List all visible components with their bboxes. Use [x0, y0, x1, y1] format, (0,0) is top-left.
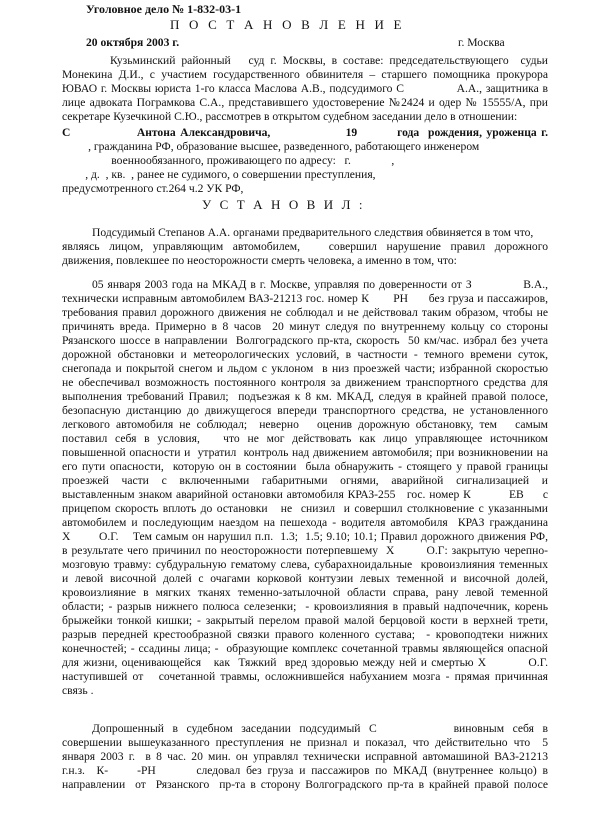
para-line: являясь лицом, управляющим автомобилем, совершил нарушение правил дорожного: [62, 240, 548, 253]
para-line: Подсудимый Степанов А.А. органами предварительного следствия обвиняется в том что,: [92, 226, 534, 239]
para-line: конечностей; - ссадины лица; - образующие комплекс сочетанной травмы являющейся опасной: [62, 642, 548, 655]
para-line: для жизни, оценивающейся как Тяжкий вред здоровью между ней и смертью Х О.Г.: [62, 656, 548, 669]
section-heading: У С Т А Н О В И Л :: [202, 197, 366, 212]
defendant-line: , гражданина РФ, образование высшее, разведенного, работающего инженером: [62, 140, 480, 153]
intro-line: лице адвоката Пограмкова С.А., представившего удостоверение №2424 и одер № 15555/А, при: [62, 96, 548, 109]
intro-line: Кузьминский районный суд г. Москвы, в составе: председательствующего судьи: [110, 54, 548, 67]
para-line: требования правил дорожного движения не соблюдал и не действовал таким образом, чтобы не: [62, 306, 548, 319]
para-line: направлении от Рязанского пр-та в сторону Волгоградского пр-та в крайней правой полосе: [62, 778, 548, 791]
defendant-line: , д. , кв. , ранее не судимого, о совершении преступления,: [62, 168, 376, 181]
para-line: совершении вышеуказанного преступления не признал и показал, что действительно что 5: [62, 736, 548, 749]
para-line: Х О.Г. Тем самым он нарушил п.п. 1.3; 1.5; 9.10; 10.1; Правил дорожного движения РФ,: [62, 530, 548, 543]
para-line: снегопада и покрытой снегом и льдом с уклоном в низ проезжей части; избранной скоростью: [62, 362, 548, 375]
para-line: г.н.з. К- -РН следовал без груза и пассажиров по МКАД (внутреннее кольцо) в: [62, 764, 548, 777]
para-line: выполнения требований Правил; подъезжая к 8 км. МКАД, следуя в крайней правой полосе,: [62, 390, 548, 403]
intro-line: Монекина Д.И., с участием государственного обвинителя – старшего помощника прокурора: [62, 68, 548, 81]
para-line: наступившей от сочетанной травмы, осложнившейся набуханием мозга - прямая причинная: [62, 670, 548, 683]
para-line: дорожной обстановки и метеорологических условий, в частности - темного времени суток,: [62, 348, 548, 361]
defendant-line: С Антона Александровича, 19 года рождения, уроженца г.: [62, 126, 548, 139]
para-line: Рязанского шоссе в направлении Волгоградского пр-кта, скорость 50 км/час. избрал без учета: [62, 334, 548, 347]
document-city: г. Москва: [458, 36, 505, 49]
document-title: П О С Т А Н О В Л Е Н И Е: [170, 17, 405, 32]
para-line: прицепом скорость вплоть до остановки не снизил и совершил столкновение с указанными: [62, 502, 548, 515]
para-line: области; - разрыв нижнего полюса селезенки; - кровоизлияния в правый надпочечник, корень: [62, 600, 548, 613]
para-line: безопасную дистанцию до движущегося впереди транспортного средства, не установленного: [62, 404, 548, 417]
para-line: его пути опасности, которую он в состоянии была обнаружить - стоящего у правой границы: [62, 460, 548, 473]
para-line: Допрошенный в судебном заседании подсудимый С виновным себя в: [92, 722, 548, 735]
document-date: 20 октября 2003 г.: [86, 36, 180, 49]
para-line: связь .: [62, 684, 94, 697]
para-line: технически исправным автомобилем ВАЗ-21213 гос. номер К РН без груза и пассажиров,: [62, 292, 548, 305]
para-line: брыжейки тонкой кишки; - закрытый перелом правой малой берцовой кости в верхней трети,: [62, 614, 548, 627]
para-line: проезжей части с включенными габаритными огнями, аварийной сигнализацией и: [62, 474, 548, 487]
para-line: легкового автомобиля не соблюдал; неверно оценив дорожную обстановку, тем самым: [62, 418, 548, 431]
para-line: автомобилем и последующим наездом на пешехода - водителя автомобиля КРАЗ гражданина: [62, 516, 548, 529]
para-line: повышенной опасности и утратил контроль над движением автомобиля; при возникновении на: [62, 446, 548, 459]
para-line: 05 января 2003 года на МКАД в г. Москве, управляя по доверенности от З В.А.,: [92, 278, 548, 291]
para-line: разрыв передней крестообразной связки правого коленного сустава; - кровоподтеки нижних: [62, 628, 548, 641]
para-line: кровоизлияние в мягких тканях теменно-затылочной области справа, рану левой теменной: [62, 586, 548, 599]
para-line: мозговую травму: субдуральную гематому слева, субарахноидальные кровоизлияния теменных: [62, 558, 548, 571]
para-line: января 2003 г. в 8 час. 20 мин. он управлял технически исправной автомашиной ВАЗ-21213: [62, 750, 548, 763]
para-line: и левой височной долей с очагами корковой контузии левых теменной и височной долей,: [62, 572, 548, 585]
case-number: Уголовное дело № 1-832-03-1: [86, 2, 242, 16]
defendant-line: военнообязанного, проживающего по адресу: г. ,: [62, 154, 395, 167]
defendant-line: предусмотренного ст.264 ч.2 УК РФ,: [62, 182, 244, 195]
para-line: движения, повлекшее по неосторожности смерть человека, а именно в том, что:: [62, 254, 457, 267]
para-line: поставил себя в условия, что не мог действовать как лицо управляющее источником: [62, 432, 548, 445]
para-line: выставленным знаком аварийной остановки автомобиля КРАЗ-255 гос. номер К ЕВ с: [62, 488, 548, 501]
para-line: причинять вреда. Примерно в 8 часов 20 минут следуя по внутреннему кольцу со стороны: [62, 320, 548, 333]
para-line: в результате чего причинил по неосторожности потерпевшему Х О.Г: закрытую черепно-: [62, 544, 548, 557]
intro-line: секретаре Кузечкиной С.Ю., рассмотрев в открытом судебном заседании дело в отношении:: [62, 110, 518, 123]
intro-line: ЮВАО г. Москвы юриста 1-го класса Маслова А.В., подсудимого С А.А., защитника в: [62, 82, 548, 95]
para-line: не обеспечивал возможность постоянного контроля за движением транспортного средства для: [62, 376, 548, 389]
